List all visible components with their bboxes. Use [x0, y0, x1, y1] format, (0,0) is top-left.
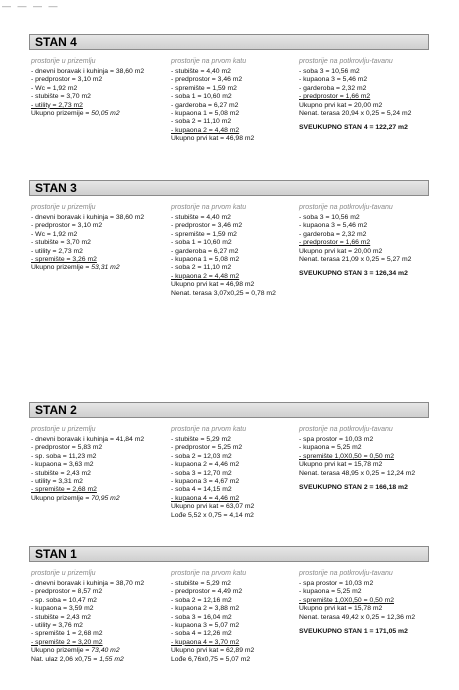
- room-line: [31, 656, 166, 664]
- attic-heading: prostorije na potkrovlju-tavanu: [299, 426, 393, 433]
- line-value: 1,55 m2: [99, 655, 124, 663]
- room-line: [299, 580, 434, 588]
- line-text: SVEUKUPNO STAN 3 = 126,34 m2: [299, 270, 408, 278]
- line-text: - soba 2 = 11,10 m2: [171, 118, 232, 126]
- line-text: - Wc = 1,92 m2: [31, 230, 78, 238]
- ground-floor-column: [31, 424, 166, 503]
- line-text: - soba 3 = 10,56 m2: [299, 68, 360, 75]
- line-text: - predprostor = 5,25 m2: [171, 444, 243, 452]
- room-list: [31, 214, 166, 273]
- room-line: [171, 580, 306, 588]
- line-text: - soba 4 = 12,26 m2: [171, 630, 232, 638]
- top-mark: — — — —: [2, 1, 60, 11]
- line-text: - stubište = 3,70 m2: [31, 93, 91, 101]
- room-line: [171, 68, 306, 76]
- room-list: [31, 436, 166, 503]
- line-text: - soba 3 = 10,56 m2: [299, 214, 360, 221]
- attic-column: [299, 568, 434, 636]
- line-text: - kupaona 1 = 5,08 m2: [171, 109, 240, 117]
- room-line: [171, 231, 306, 239]
- room-line: [171, 470, 306, 478]
- room-line: [31, 85, 166, 93]
- line-text: - predprostor = 3,46 m2: [171, 222, 243, 230]
- line-text: - spremište = 2,68 m2: [31, 486, 97, 494]
- line-text: - kupaona 3 = 5,07 m2: [171, 621, 240, 629]
- line-text: - predprostor = 8,57 m2: [31, 588, 103, 596]
- line-text: - utility = 2,73 m2: [31, 101, 83, 109]
- line-text: - utility = 2,73 m2: [31, 247, 83, 255]
- line-text: - garderoba = 6,27 m2: [171, 101, 239, 109]
- room-line: [31, 622, 166, 630]
- room-line: [31, 630, 166, 638]
- total-line: [299, 270, 434, 278]
- room-line: [171, 639, 306, 647]
- first-floor-heading: prostorije na prvom katu: [171, 426, 247, 433]
- room-line: [171, 512, 306, 520]
- room-line: [299, 470, 434, 478]
- room-line: [171, 647, 306, 655]
- room-line: [299, 614, 434, 622]
- room-line: [31, 264, 166, 272]
- line-text: - spremište 2 = 3,20 m2: [31, 638, 103, 646]
- room-line: [171, 444, 306, 452]
- ground-floor-column: [31, 56, 166, 118]
- room-line: [299, 436, 434, 444]
- line-text: - kupaona 3 = 4,67 m2: [171, 477, 240, 485]
- room-line: [31, 639, 166, 647]
- room-line: [31, 436, 166, 444]
- room-line: [299, 256, 434, 264]
- room-line: [31, 588, 166, 596]
- line-text: Nat. ulaz 2,06 x0,75 =: [31, 655, 100, 663]
- line-text: - kupaona 3 = 5,46 m2: [299, 76, 368, 84]
- line-text: Ukupno prvi kat = 20,00 m2: [299, 247, 383, 255]
- room-line: [171, 605, 306, 613]
- line-text: - stubište = 3,70 m2: [31, 239, 91, 247]
- line-text: SVEUKUPNO STAN 1 = 171,05 m2: [299, 627, 408, 635]
- line-text: Nenat. terasa 49,42 x 0,25 = 12,36 m2: [299, 613, 416, 621]
- line-text: Lođe 5,52 x 0,75 = 4,14 m2: [171, 511, 254, 519]
- line-text: Ukupno prizemije =: [31, 109, 92, 117]
- line-text: - Wc = 1,92 m2: [31, 84, 78, 92]
- ground-floor-heading: prostorije u prizemlju: [31, 204, 96, 211]
- room-line: [299, 239, 434, 247]
- line-text: SVEUKUPNO STAN 2 = 166,18 m2: [299, 483, 408, 491]
- room-line: [171, 264, 306, 272]
- line-text: - soba 2 = 11,10 m2: [171, 264, 232, 272]
- line-text: - spremište 1,0X0,50 = 0,50 m2: [299, 452, 395, 460]
- line-text: - soba 2 = 12,16 m2: [171, 596, 232, 604]
- ground-floor-column: [31, 202, 166, 273]
- room-line: [171, 248, 306, 256]
- attic-heading: prostorije na potkrovlju-tavanu: [299, 58, 393, 65]
- ground-floor-heading: prostorije u prizemlju: [31, 570, 96, 577]
- line-text: - soba 3 = 12,70 m2: [171, 469, 232, 477]
- room-line: [299, 68, 434, 76]
- line-text: - predprostor = 5,83 m2: [31, 444, 103, 452]
- line-text: - kupaona 2 = 4,48 m2: [171, 126, 240, 134]
- room-line: [299, 102, 434, 110]
- room-line: [31, 453, 166, 461]
- room-line: [171, 614, 306, 622]
- room-line: [171, 503, 306, 511]
- line-text: - spremište 1,0X0,50 = 0,50 m2: [299, 596, 395, 604]
- line-text: - spremište = 1,59 m2: [171, 84, 237, 92]
- room-line: [31, 605, 166, 613]
- room-line: [171, 93, 306, 101]
- section-header: [29, 180, 429, 196]
- room-line: [171, 622, 306, 630]
- first-floor-column: [171, 202, 306, 298]
- line-value: 53,31 m2: [91, 264, 120, 272]
- line-text: - spremište 1 = 2,68 m2: [31, 630, 103, 638]
- line-text: - dnevni boravak i kuhinja = 38,70 m2: [31, 580, 145, 587]
- room-line: [299, 222, 434, 230]
- room-line: [299, 605, 434, 613]
- line-text: Lođe 6,76x0,75 = 5,07 m2: [171, 655, 251, 663]
- line-value: 73,40 m2: [91, 647, 120, 655]
- room-line: [299, 588, 434, 596]
- room-line: [31, 214, 166, 222]
- section-title: STAN 1: [35, 547, 77, 561]
- line-text: - kupaona = 3,63 m2: [31, 461, 94, 469]
- line-text: - sp. soba = 11,23 m2: [31, 452, 97, 460]
- room-line: [299, 214, 434, 222]
- room-line: [299, 444, 434, 452]
- total-line: [299, 628, 434, 636]
- ground-floor-heading: prostorije u prizemlju: [31, 58, 96, 65]
- room-line: [171, 461, 306, 469]
- line-text: - stubište = 4,40 m2: [171, 214, 231, 221]
- line-text: - predprostor = 1,66 m2: [299, 239, 371, 247]
- room-line: [31, 222, 166, 230]
- attic-column: [299, 424, 434, 492]
- line-text: Nenat. terasa 48,95 x 0,25 = 12,24 m2: [299, 469, 416, 477]
- line-text: - kupaona = 5,25 m2: [299, 444, 362, 452]
- line-text: - soba 1 = 10,60 m2: [171, 239, 232, 247]
- room-line: [31, 461, 166, 469]
- line-text: SVEUKUPNO STAN 4 = 122,27 m2: [299, 124, 408, 132]
- room-line: [31, 647, 166, 655]
- line-text: Ukupno prvi kat = 62,89 m2: [171, 647, 255, 655]
- room-line: [171, 588, 306, 596]
- room-line: [31, 614, 166, 622]
- room-line: [171, 436, 306, 444]
- line-text: Ukupno prvi kat = 63,07 m2: [171, 503, 255, 511]
- room-line: [299, 461, 434, 469]
- room-line: [171, 656, 306, 664]
- room-line: [171, 127, 306, 135]
- line-text: Ukupno prvi kat = 15,78 m2: [299, 605, 383, 613]
- room-line: [31, 231, 166, 239]
- attic-column: [299, 202, 434, 279]
- line-text: - stubište = 5,29 m2: [171, 580, 231, 587]
- room-line: [31, 102, 166, 110]
- line-text: - stubište = 5,29 m2: [171, 436, 231, 443]
- line-text: - stubište = 2,43 m2: [31, 613, 91, 621]
- room-line: [171, 281, 306, 289]
- attic-heading: prostorije na potkrovlju-tavanu: [299, 570, 393, 577]
- room-line: [171, 453, 306, 461]
- line-text: - garderoba = 6,27 m2: [171, 247, 239, 255]
- room-line: [31, 597, 166, 605]
- line-text: - spa prostor = 10,03 m2: [299, 580, 374, 587]
- line-text: - spa prostor = 10,03 m2: [299, 436, 374, 443]
- room-line: [171, 630, 306, 638]
- line-text: - predprostor = 3,10 m2: [31, 222, 103, 230]
- room-list: [171, 436, 306, 520]
- line-text: - soba 1 = 10,60 m2: [171, 93, 232, 101]
- room-line: [31, 495, 166, 503]
- room-line: [299, 453, 434, 461]
- line-text: Ukupno prvi kat = 20,00 m2: [299, 101, 383, 109]
- line-text: - soba 2 = 12,03 m2: [171, 452, 232, 460]
- total-line: [299, 124, 434, 132]
- room-line: [171, 478, 306, 486]
- room-list: [31, 68, 166, 118]
- line-text: - stubište = 4,40 m2: [171, 68, 231, 75]
- line-text: - kupaona 1 = 5,08 m2: [171, 255, 240, 263]
- room-list: [171, 214, 306, 298]
- first-floor-heading: prostorije na prvom katu: [171, 58, 247, 65]
- attic-heading: prostorije na potkrovlju-tavanu: [299, 204, 393, 211]
- line-text: - kupaona 2 = 4,46 m2: [171, 461, 240, 469]
- room-line: [299, 93, 434, 101]
- room-line: [171, 110, 306, 118]
- room-line: [31, 248, 166, 256]
- section-header: [29, 402, 429, 418]
- room-line: [299, 76, 434, 84]
- room-list: [299, 214, 434, 279]
- line-text: - spremište = 3,26 m2: [31, 255, 97, 263]
- line-text: Nenat. terasa 21,09 x 0,25 = 5,27 m2: [299, 255, 412, 263]
- room-line: [31, 76, 166, 84]
- line-text: - dnevni boravak i kuhinja = 41,84 m2: [31, 436, 145, 443]
- room-line: [31, 68, 166, 76]
- line-text: Ukupno prvi kat = 46,98 m2: [171, 135, 255, 143]
- room-line: [171, 76, 306, 84]
- room-list: [299, 436, 434, 492]
- first-floor-heading: prostorije na prvom katu: [171, 570, 247, 577]
- section-title: STAN 3: [35, 181, 77, 195]
- ground-floor-column: [31, 568, 166, 664]
- room-line: [31, 486, 166, 494]
- line-text: - predprostor = 3,46 m2: [171, 76, 243, 84]
- line-text: - kupaona = 3,59 m2: [31, 605, 94, 613]
- room-line: [31, 444, 166, 452]
- room-line: [171, 222, 306, 230]
- room-line: [171, 214, 306, 222]
- room-list: [171, 68, 306, 144]
- line-value: 70,95 m2: [91, 494, 120, 502]
- room-line: [171, 495, 306, 503]
- room-list: [299, 580, 434, 636]
- line-text: - sp. soba = 10,47 m2: [31, 596, 97, 604]
- room-line: [299, 85, 434, 93]
- room-line: [31, 478, 166, 486]
- first-floor-heading: prostorije na prvom katu: [171, 204, 247, 211]
- room-line: [171, 597, 306, 605]
- room-line: [299, 597, 434, 605]
- line-text: - predprostor = 1,66 m2: [299, 93, 371, 101]
- line-text: - garderoba = 2,32 m2: [299, 84, 367, 92]
- room-list: [299, 68, 434, 133]
- line-text: - soba 4 = 14,15 m2: [171, 486, 232, 494]
- line-text: - garderoba = 2,32 m2: [299, 230, 367, 238]
- line-text: - kupaona 4 = 4,46 m2: [171, 494, 240, 502]
- line-text: - kupaona 3 = 5,46 m2: [299, 222, 368, 230]
- section-title: STAN 2: [35, 403, 77, 417]
- room-line: [171, 135, 306, 143]
- line-text: - utility = 3,31 m2: [31, 477, 83, 485]
- ground-floor-heading: prostorije u prizemlju: [31, 426, 96, 433]
- room-line: [171, 486, 306, 494]
- section-header: [29, 546, 429, 562]
- first-floor-column: [171, 56, 306, 144]
- room-line: [171, 290, 306, 298]
- room-line: [171, 256, 306, 264]
- room-line: [31, 256, 166, 264]
- line-text: Ukupno prvi kat = 15,78 m2: [299, 461, 383, 469]
- line-value: 50,05 m2: [91, 109, 120, 117]
- room-line: [171, 85, 306, 93]
- room-line: [31, 580, 166, 588]
- room-line: [299, 110, 434, 118]
- line-text: - kupaona 4 = 3,70 m2: [171, 638, 240, 646]
- line-text: - kupaona 2 = 4,48 m2: [171, 272, 240, 280]
- room-line: [171, 118, 306, 126]
- room-line: [171, 239, 306, 247]
- line-text: - spremište = 1,59 m2: [171, 230, 237, 238]
- room-list: [171, 580, 306, 664]
- line-text: - stubište = 2,43 m2: [31, 469, 91, 477]
- room-line: [171, 102, 306, 110]
- line-text: Nenat. terasa 3,07x0,25 = 0,78 m2: [171, 289, 276, 297]
- attic-column: [299, 56, 434, 133]
- room-line: [31, 239, 166, 247]
- line-text: - dnevni boravak i kuhinja = 38,60 m2: [31, 68, 145, 75]
- room-line: [171, 273, 306, 281]
- room-line: [299, 231, 434, 239]
- line-text: Ukupno prizemlje =: [31, 264, 92, 272]
- total-line: [299, 484, 434, 492]
- line-text: Ukupno prizemlje =: [31, 494, 92, 502]
- first-floor-column: [171, 424, 306, 520]
- line-text: - kupaona 2 = 3,88 m2: [171, 605, 240, 613]
- first-floor-column: [171, 568, 306, 664]
- room-line: [31, 110, 166, 118]
- line-text: - soba 3 = 16,04 m2: [171, 613, 232, 621]
- line-text: - predprostor = 4,49 m2: [171, 588, 243, 596]
- section-title: STAN 4: [35, 35, 77, 49]
- line-text: Nenat. terasa 20,94 x 0,25 = 5,24 m2: [299, 109, 412, 117]
- line-text: Ukupno prizemlje =: [31, 647, 92, 655]
- line-text: - predprostor = 3,10 m2: [31, 76, 103, 84]
- room-line: [31, 470, 166, 478]
- room-line: [31, 93, 166, 101]
- line-text: Ukupno prvi kat = 46,98 m2: [171, 281, 255, 289]
- line-text: - utility = 3,76 m2: [31, 621, 83, 629]
- section-header: [29, 34, 429, 50]
- room-line: [299, 248, 434, 256]
- line-text: - kupaona = 5,25 m2: [299, 588, 362, 596]
- line-text: - dnevni boravak i kuhinja = 38,60 m2: [31, 214, 145, 221]
- room-list: [31, 580, 166, 664]
